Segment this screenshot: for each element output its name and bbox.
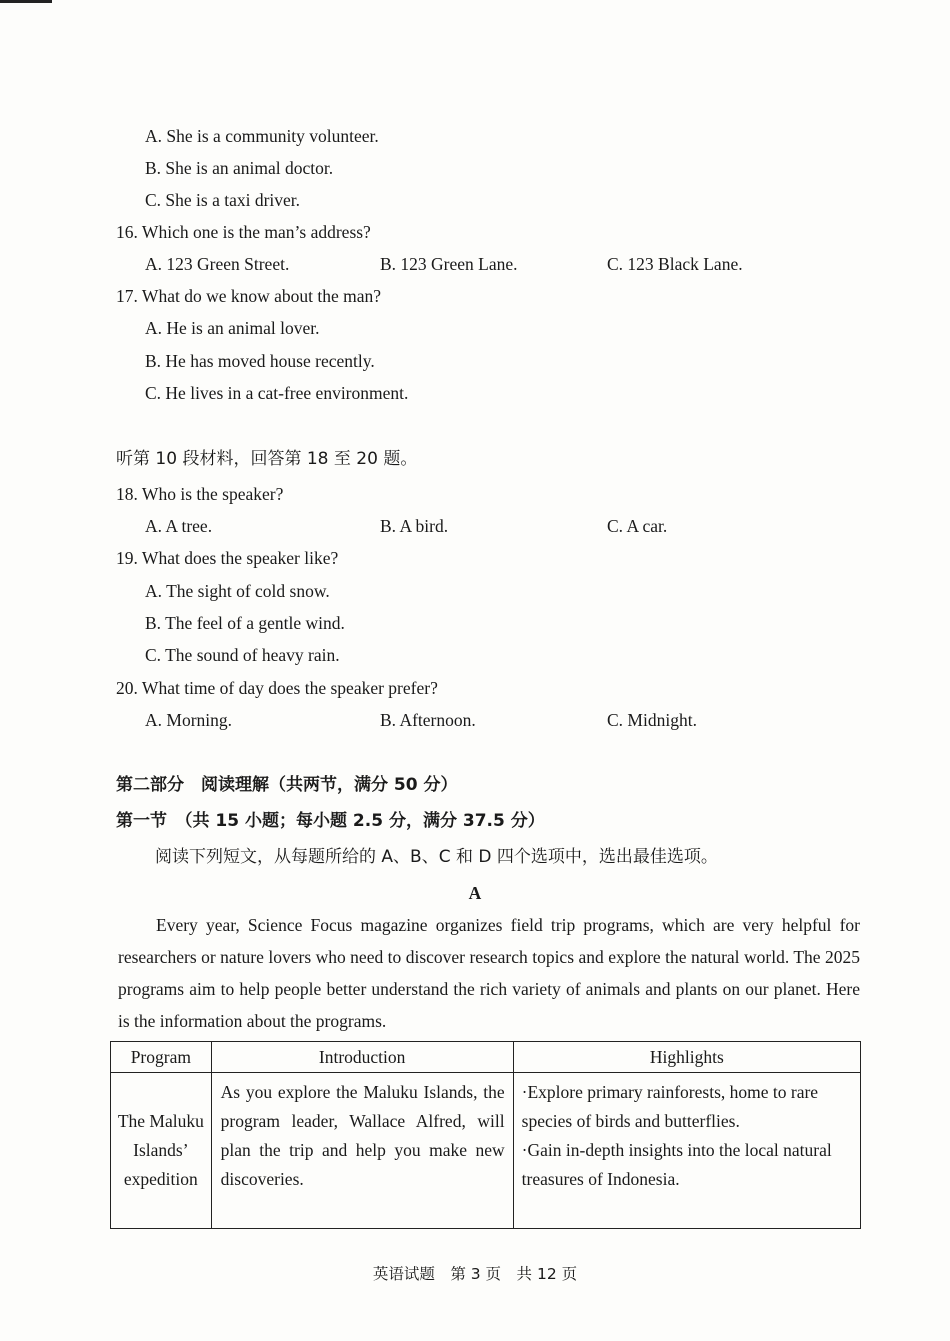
part2-heading: 第二部分 阅读理解（共两节，满分 50 分） — [116, 775, 458, 795]
introduction-cell: As you explore the Maluku Islands, the program leader, Wallace Alfred, will plan the trip and help you make new discoveries. — [211, 1073, 513, 1229]
highlights-cell — [513, 1073, 860, 1229]
q17-option-c: C. He lives in a cat-free environment. — [145, 383, 409, 403]
q16-question: 16. Which one is the man’s address? — [116, 222, 371, 242]
table-row — [111, 1073, 861, 1229]
q19-option-b: B. The feel of a gentle wind. — [145, 613, 345, 633]
header-introduction: Introduction — [211, 1042, 513, 1073]
q20-option-a: A. Morning. — [145, 710, 233, 730]
q16-option-c: C. 123 Black Lane. — [607, 254, 743, 274]
header-program: Program — [111, 1042, 212, 1073]
program-name-cell: The Maluku Islands’ expedition — [111, 1073, 212, 1229]
q19-option-a: A. The sight of cold snow. — [145, 581, 330, 601]
corner-mark — [0, 0, 52, 3]
section10-instruction: 听第 10 段材料，回答第 18 至 20 题。 — [116, 449, 418, 469]
programs-table — [110, 1041, 861, 1229]
header-highlights: Highlights — [513, 1042, 860, 1073]
highlight-item: ·Gain in-depth insights into the local natural treasures of Indonesia. — [521, 1140, 832, 1189]
passage-paragraph: Every year, Science Focus magazine organizes field trip programs, which are very helpful for researchers or nature lovers who need to discover research topics and explore the natural world. The 2025 programs aim to help people better understand the rich variety of animals and plants on our planet. Here is the information about the programs. — [118, 915, 860, 1031]
q19-question: 19. What does the speaker like? — [116, 548, 339, 568]
q15-option-b: B. She is an animal doctor. — [145, 158, 334, 178]
reading-instruction: 阅读下列短文，从每题所给的 A、B、C 和 D 四个选项中，选出最佳选项。 — [155, 847, 718, 867]
q16-option-b: B. 123 Green Lane. — [380, 254, 518, 274]
q17-question: 17. What do we know about the man? — [116, 286, 382, 306]
q18-option-c: C. A car. — [607, 516, 668, 536]
highlight-item: ·Explore primary rainforests, home to rare species of birds and butterflies. — [521, 1082, 819, 1131]
q18-question: 18. Who is the speaker? — [116, 484, 284, 504]
section1-heading: 第一节 （共 15 小题；每小题 2.5 分，满分 37.5 分） — [116, 811, 545, 831]
table-header-row — [111, 1042, 861, 1073]
q17-option-a: A. He is an animal lover. — [145, 318, 320, 338]
q15-option-a: A. She is a community volunteer. — [145, 126, 379, 146]
q16-option-a: A. 123 Green Street. — [145, 254, 290, 274]
page-footer: 英语试题 第 3 页 共 12 页 — [372, 1265, 578, 1283]
q19-option-c: C. The sound of heavy rain. — [145, 645, 340, 665]
q17-option-b: B. He has moved house recently. — [145, 351, 375, 371]
q20-question: 20. What time of day does the speaker prefer? — [116, 678, 438, 698]
q18-option-a: A. A tree. — [145, 516, 213, 536]
q18-option-b: B. A bird. — [380, 516, 449, 536]
q15-option-c: C. She is a taxi driver. — [145, 190, 301, 210]
passage-label: A — [468, 883, 482, 903]
q20-option-b: B. Afternoon. — [380, 710, 476, 730]
q20-option-c: C. Midnight. — [607, 710, 697, 730]
